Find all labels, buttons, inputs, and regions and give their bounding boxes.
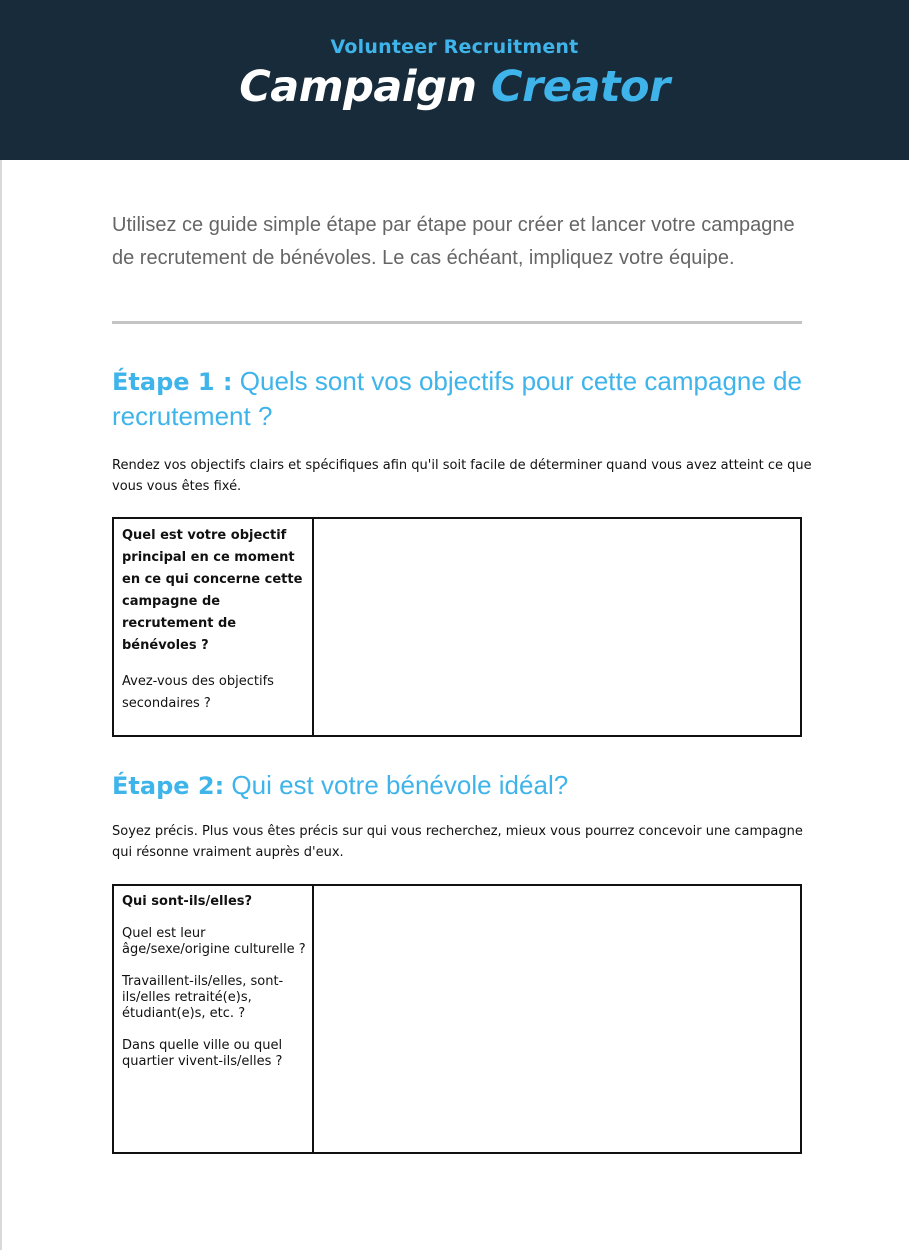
step-2-prompt-location: Dans quelle ville ou quel quartier vivent-ils/elles ?	[122, 1038, 283, 1069]
step-2-prompt-who: Qui sont-ils/elles?	[122, 894, 253, 909]
step-2-question: Qui est votre bénévole idéal?	[231, 770, 569, 800]
step-1-answer-cell[interactable]	[314, 519, 800, 735]
step-2-label: Étape 2:	[112, 772, 225, 800]
header-title-part1: Campaign	[239, 62, 477, 112]
step-2-heading	[112, 768, 812, 803]
step-1-description: Rendez vos objectifs clairs et spécifiques afin qu'il soit facile de déterminer quand vous avez atteint ce que vous vous êtes fixé.	[112, 458, 812, 494]
page-edge	[0, 0, 2, 1250]
header-title	[0, 62, 909, 112]
step-2-prompt-cell	[114, 886, 314, 1152]
step-1-prompt-cell	[114, 519, 314, 735]
step-1-table	[112, 517, 802, 737]
step-1-prompt-main: Quel est votre objectif principal en ce moment en ce qui concerne cette campagne de recrutement de bénévoles ?	[122, 528, 303, 653]
step-2-answer-cell[interactable]	[314, 886, 800, 1152]
header-banner	[0, 0, 909, 160]
step-2-prompt-occupation: Travaillent-ils/elles, sont-ils/elles retraité(e)s, étudiant(e)s, etc. ?	[122, 974, 284, 1021]
step-1-question: Quels sont vos objectifs pour cette campagne de recrutement ?	[112, 366, 802, 431]
header-subtitle: Volunteer Recruitment	[330, 36, 579, 58]
section-divider	[112, 321, 802, 324]
step-1-label: Étape 1 :	[112, 368, 233, 396]
header-title-part2: Creator	[491, 62, 670, 112]
step-2-table	[112, 884, 802, 1154]
step-2-description: Soyez précis. Plus vous êtes précis sur qui vous recherchez, mieux vous pourrez concevoir une campagne qui résonne vraiment auprès d'eux.	[112, 824, 803, 860]
step-1-heading	[112, 364, 812, 433]
step-1-prompt-secondary: Avez-vous des objectifs secondaires ?	[122, 674, 274, 711]
step-2-prompt-demographics: Quel est leur âge/sexe/origine culturelle ?	[122, 926, 306, 957]
intro-paragraph: Utilisez ce guide simple étape par étape pour créer et lancer votre campagne de recrutement de bénévoles. Le cas échéant, impliquez votre équipe.	[112, 214, 795, 269]
